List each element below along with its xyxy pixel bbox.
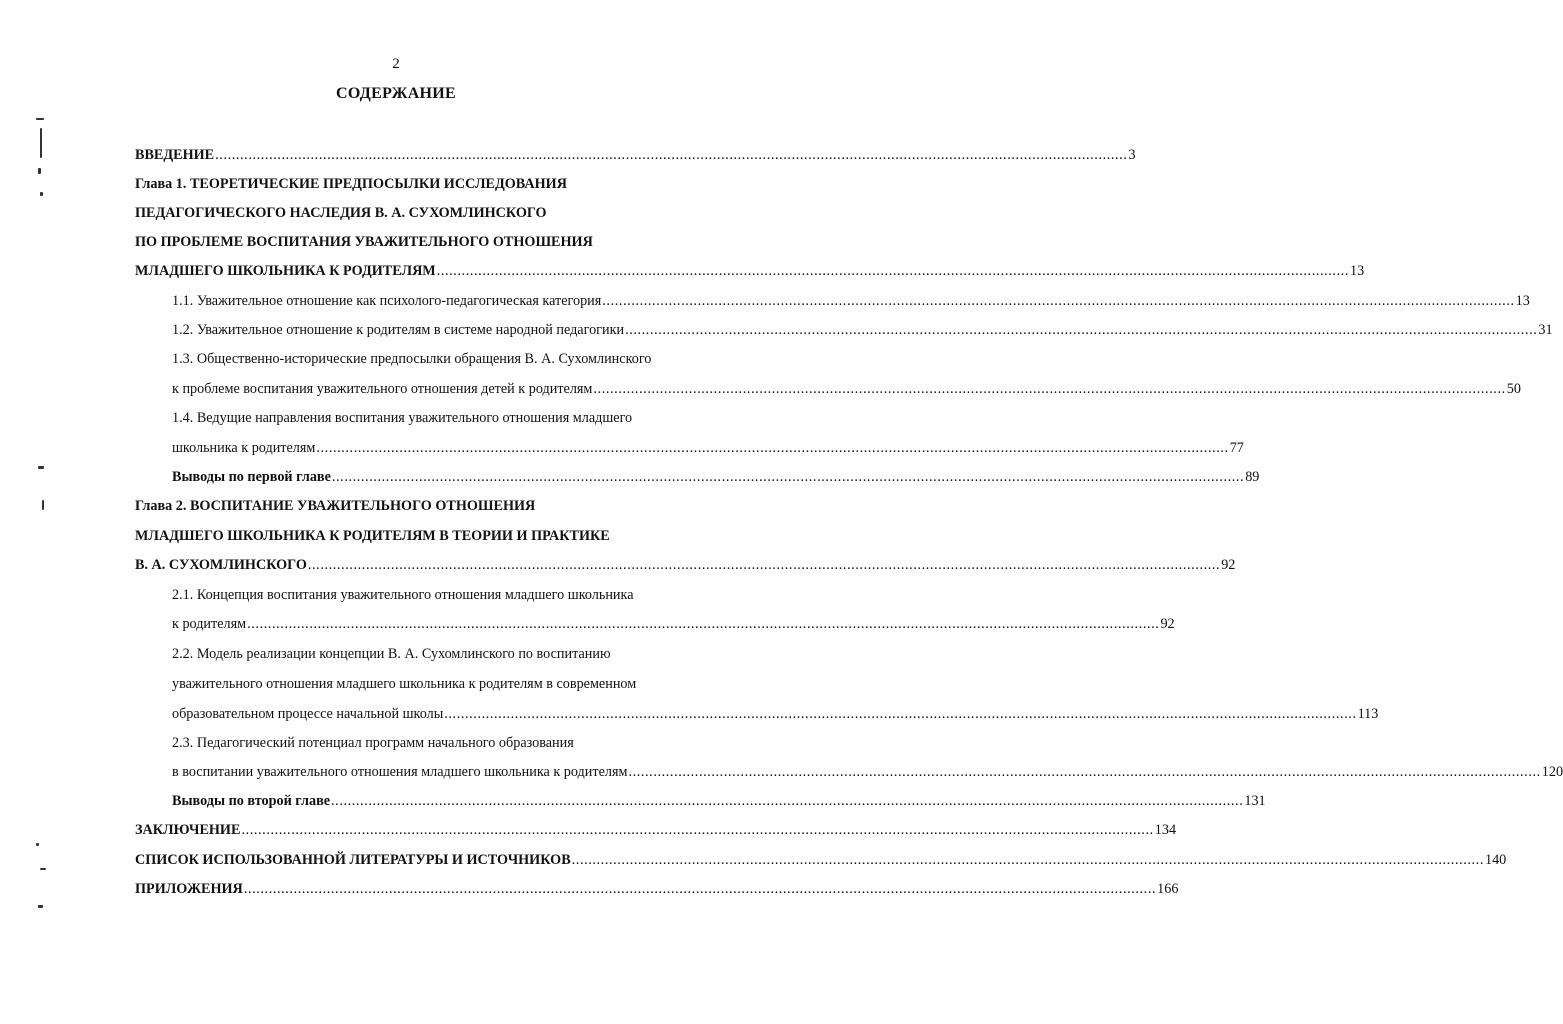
scan-speck	[40, 128, 42, 158]
toc-leader-dots: ............................................................................................................................................................................................................................	[331, 469, 1245, 485]
scan-speck	[40, 192, 43, 196]
toc-entry-label: Выводы по первой главе	[172, 469, 331, 485]
toc-leader-dots: ............................................................................................................................................................................................................................	[436, 263, 1350, 279]
toc-entry-references[interactable]	[135, 851, 1507, 869]
toc-entry-section-2-1[interactable]	[172, 615, 1175, 633]
scan-speck	[36, 118, 44, 120]
toc-section-1-3-line: 1.3. Общественно-исторические предпосылки обращения В. А. Сухомлинского	[172, 351, 652, 367]
toc-entry-section-2-2[interactable]	[172, 705, 1379, 723]
toc-leader-dots: ............................................................................................................................................................................................................................	[444, 706, 1357, 722]
toc-leader-dots: ............................................................................................................................................................................................................................	[602, 293, 1515, 309]
toc-entry-label: 1.2. Уважительное отношение к родителям в системе народной педагогики	[172, 322, 625, 338]
toc-chapter1-heading-line: ПЕДАГОГИЧЕСКОГО НАСЛЕДИЯ В. А. СУХОМЛИНСКОГО	[135, 205, 547, 221]
toc-entry-label: в воспитании уважительного отношения младшего школьника к родителям	[172, 764, 628, 780]
toc-section-2-1-line: 2.1. Концепция воспитания уважительного отношения младшего школьника	[172, 587, 634, 603]
toc-leader-dots: ............................................................................................................................................................................................................................	[215, 147, 1128, 163]
toc-leader-dots: ............................................................................................................................................................................................................................	[593, 381, 1506, 397]
toc-page-number: 13	[1350, 263, 1365, 279]
toc-entry-label: ПРИЛОЖЕНИЯ	[135, 881, 243, 897]
scan-speck	[40, 868, 46, 870]
toc-page-number: 3	[1128, 147, 1136, 163]
scan-speck	[38, 466, 44, 469]
toc-page-number: 131	[1244, 793, 1266, 809]
toc-entry-label: СПИСОК ИСПОЛЬЗОВАННОЙ ЛИТЕРАТУРЫ И ИСТОЧНИКОВ	[135, 852, 571, 868]
toc-page-number: 77	[1229, 440, 1244, 456]
toc-chapter2-heading-line: МЛАДШЕГО ШКОЛЬНИКА К РОДИТЕЛЯМ В ТЕОРИИ И ПРАКТИКЕ	[135, 528, 610, 544]
toc-leader-dots: ............................................................................................................................................................................................................................	[625, 322, 1538, 338]
toc-leader-dots: ............................................................................................................................................................................................................................	[331, 793, 1244, 809]
scan-speck	[36, 843, 39, 846]
toc-entry-appendices[interactable]	[135, 880, 1179, 898]
page-number: 2	[392, 56, 400, 72]
toc-entry-section-1-2[interactable]	[172, 321, 1553, 339]
toc-entry-label: 1.1. Уважительное отношение как психолого-педагогическая категория	[172, 293, 602, 309]
toc-chapter1-heading-line: Глава 1. ТЕОРЕТИЧЕСКИЕ ПРЕДПОСЫЛКИ ИССЛЕДОВАНИЯ	[135, 176, 567, 192]
toc-chapter1-heading-line: ПО ПРОБЛЕМЕ ВОСПИТАНИЯ УВАЖИТЕЛЬНОГО ОТНОШЕНИЯ	[135, 234, 593, 250]
toc-page-number: 31	[1538, 322, 1553, 338]
toc-section-1-4-line: 1.4. Ведущие направления воспитания уважительного отношения младшего	[172, 410, 633, 426]
toc-entry-chapter2[interactable]	[135, 556, 1236, 574]
toc-page-number: 92	[1160, 616, 1175, 632]
scan-speck	[38, 168, 41, 174]
scan-speck	[42, 500, 44, 510]
toc-page-number: 89	[1245, 469, 1260, 485]
toc-page-number: 113	[1357, 706, 1379, 722]
toc-leader-dots: ............................................................................................................................................................................................................................	[571, 852, 1484, 868]
toc-entry-label: ВВЕДЕНИЕ	[135, 147, 215, 163]
toc-page-number: 50	[1506, 381, 1521, 397]
toc-entry-label: образовательном процессе начальной школы	[172, 706, 444, 722]
toc-leader-dots: ............................................................................................................................................................................................................................	[628, 764, 1541, 780]
toc-entry-label: МЛАДШЕГО ШКОЛЬНИКА К РОДИТЕЛЯМ	[135, 263, 436, 279]
toc-entry-chapter1[interactable]	[135, 262, 1365, 280]
toc-entry-label: Выводы по второй главе	[172, 793, 331, 809]
toc-entry-section-1-3[interactable]	[172, 380, 1521, 398]
toc-page-number: 166	[1157, 881, 1179, 897]
toc-section-2-2-line: 2.2. Модель реализации концепции В. А. Сухомлинского по воспитанию	[172, 646, 611, 662]
toc-entry-label: школьника к родителям	[172, 440, 316, 456]
scan-speck	[38, 905, 43, 908]
toc-entry-label: к проблеме воспитания уважительного отношения детей к родителям	[172, 381, 593, 397]
toc-leader-dots: ............................................................................................................................................................................................................................	[243, 881, 1157, 897]
toc-page-number: 120	[1541, 764, 1563, 780]
toc-chapter2-heading-line: Глава 2. ВОСПИТАНИЕ УВАЖИТЕЛЬНОГО ОТНОШЕНИЯ	[135, 498, 536, 514]
toc-page-number: 140	[1484, 852, 1507, 868]
toc-entry-label: к родителям	[172, 616, 247, 632]
toc-page-number: 13	[1515, 293, 1530, 309]
toc-entry-conclusion[interactable]	[135, 821, 1177, 839]
toc-entry-label: В. А. СУХОМЛИНСКОГО	[135, 557, 307, 573]
toc-leader-dots: ............................................................................................................................................................................................................................	[316, 440, 1229, 456]
toc-entry-chapter2-conclusions[interactable]	[172, 792, 1266, 810]
toc-entry-chapter1-conclusions[interactable]	[172, 468, 1260, 486]
toc-page-number: 92	[1221, 557, 1236, 573]
toc-entry-section-2-3[interactable]	[172, 763, 1563, 781]
toc-entry-introduction[interactable]	[135, 146, 1136, 164]
toc-section-2-3-line: 2.3. Педагогический потенциал программ начального образования	[172, 735, 574, 751]
toc-leader-dots: ............................................................................................................................................................................................................................	[307, 557, 1221, 573]
toc-section-2-2-line: уважительного отношения младшего школьника к родителям в современном	[172, 676, 637, 692]
page-title: СОДЕРЖАНИЕ	[335, 85, 457, 102]
toc-leader-dots: ............................................................................................................................................................................................................................	[247, 616, 1160, 632]
toc-leader-dots: ............................................................................................................................................................................................................................	[241, 822, 1154, 838]
toc-page-number: 134	[1154, 822, 1177, 838]
toc-entry-section-1-1[interactable]	[172, 292, 1530, 310]
toc-entry-label: ЗАКЛЮЧЕНИЕ	[135, 822, 241, 838]
toc-entry-section-1-4[interactable]	[172, 439, 1244, 457]
